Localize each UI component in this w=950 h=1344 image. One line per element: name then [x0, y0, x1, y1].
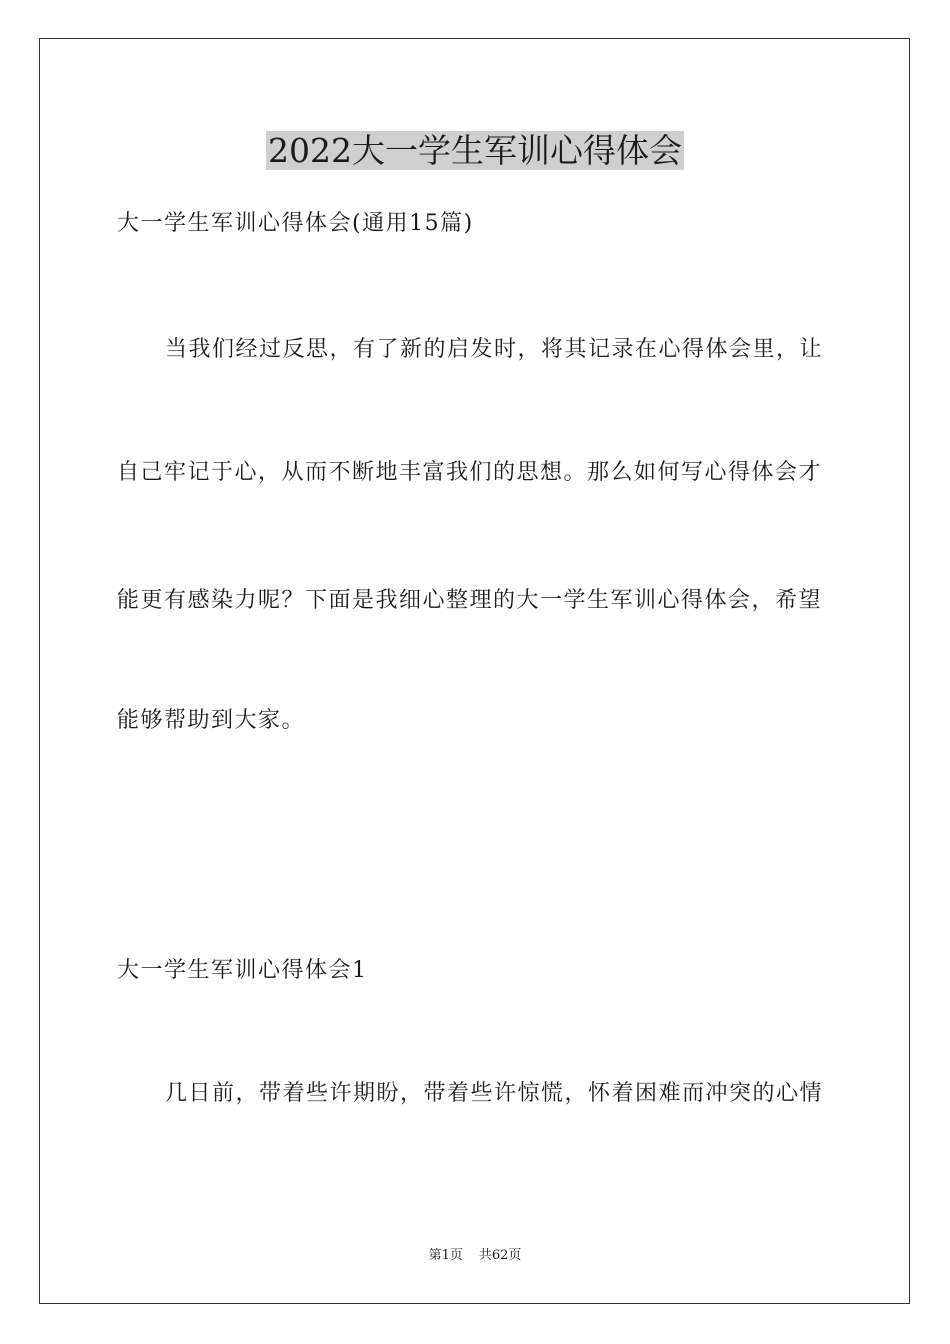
document-subtitle: 大一学生军训心得体会(通用15篇) [117, 211, 474, 236]
section-line: 几日前，带着些许期盼，带着些许惊慌，怀着困难而冲突的心情 [165, 1081, 824, 1106]
current-page-label: 第1页 [428, 1248, 463, 1263]
document-title [0, 126, 950, 176]
document-title-text: 2022大一学生军训心得体会 [268, 131, 682, 170]
page-footer [0, 1247, 950, 1265]
total-pages-label: 共62页 [478, 1248, 522, 1263]
intro-line: 自己牢记于心，从而不断地丰富我们的思想。那么如何写心得体会才 [117, 460, 823, 485]
intro-line: 能够帮助到大家。 [117, 708, 306, 733]
intro-line: 当我们经过反思，有了新的启发时，将其记录在心得体会里，让 [165, 337, 824, 362]
section-heading: 大一学生军训心得体会1 [117, 958, 368, 983]
intro-line: 能更有感染力呢？下面是我细心整理的大一学生军训心得体会，希望 [117, 588, 823, 613]
